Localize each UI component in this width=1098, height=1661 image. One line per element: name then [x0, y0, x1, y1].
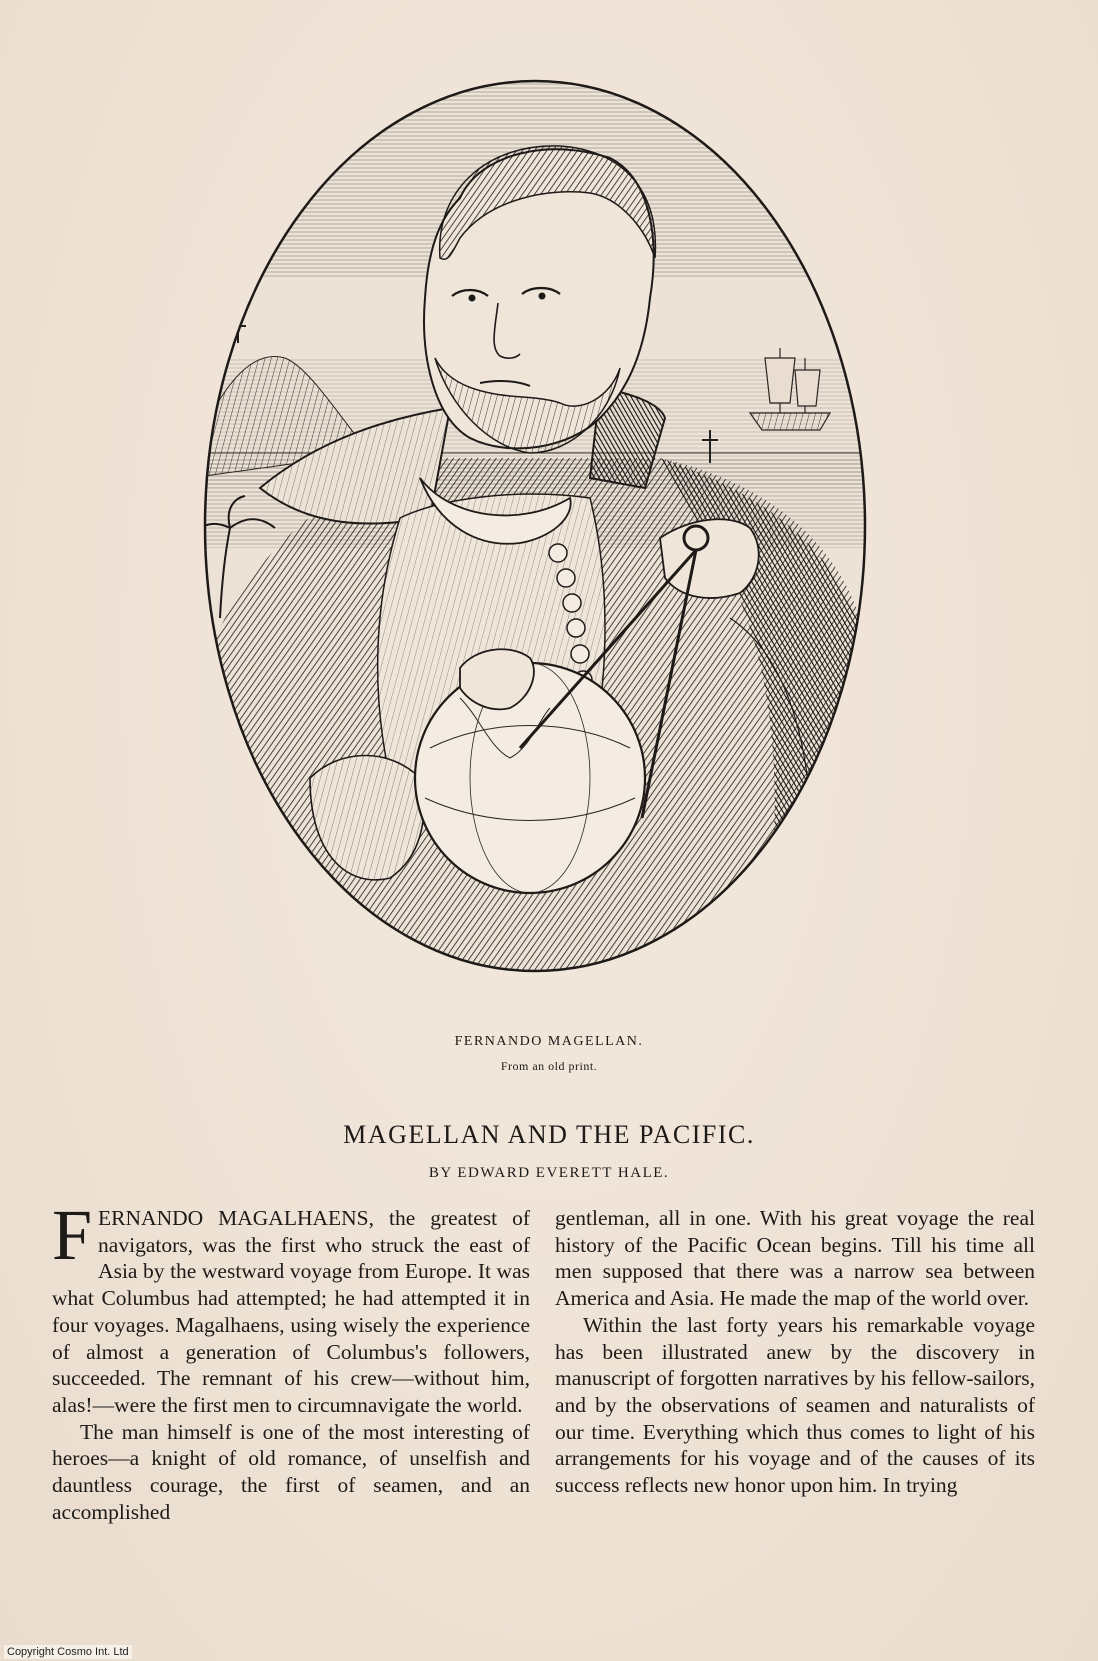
figure-source-note: From an old print. — [500, 1059, 598, 1073]
left-column — [52, 1195, 530, 1525]
article-byline: BY EDWARD EVERETT HALE. — [428, 1165, 670, 1181]
paragraph: gentleman, all in one. With his great voyage the real history of the Pacific Ocean begins. Till his time all men supposed that there was a narrow sea between America and Asia. He made the map of the world over. — [555, 1206, 1035, 1311]
paragraph: Within the last forty years his remarkable voyage has been illustrated anew by the discovery in manuscript of forgotten narratives by his fellow-sailors, and by the observations of seamen and naturalists of our time. Everything which thus comes to light of his arrangements for his voyage and of the causes of its success reflects new honor upon him. In trying — [555, 1312, 1035, 1498]
article-title: MAGELLAN AND THE PACIFIC. — [343, 1120, 755, 1149]
copyright-notice: Copyright Cosmo Int. Ltd — [4, 1645, 132, 1659]
paragraph-text: ERNANDO MAGALHAENS, the greatest of navigators, was the first who struck the east of Asia by the westward voyage from Europe. It was what Columbus had attempted; he had attempted it in four voyages. Magalhaens, using wisely the experience of almost a generation of Columbus's followers, succeeded. The remnant of his crew—without him, alas!—were the first men to circumnavigate the world. — [52, 1206, 530, 1417]
paragraph — [52, 1195, 530, 1419]
magellan-portrait-engraving — [190, 58, 890, 998]
paragraph: The man himself is one of the most interesting of heroes—a knight of old romance, of unselfish and dauntless courage, the first of seamen, and an accomplished — [52, 1419, 530, 1524]
drop-cap: F — [52, 1195, 93, 1275]
right-column — [555, 1205, 1035, 1499]
figure-caption: FERNANDO MAGELLAN. — [454, 1034, 644, 1049]
